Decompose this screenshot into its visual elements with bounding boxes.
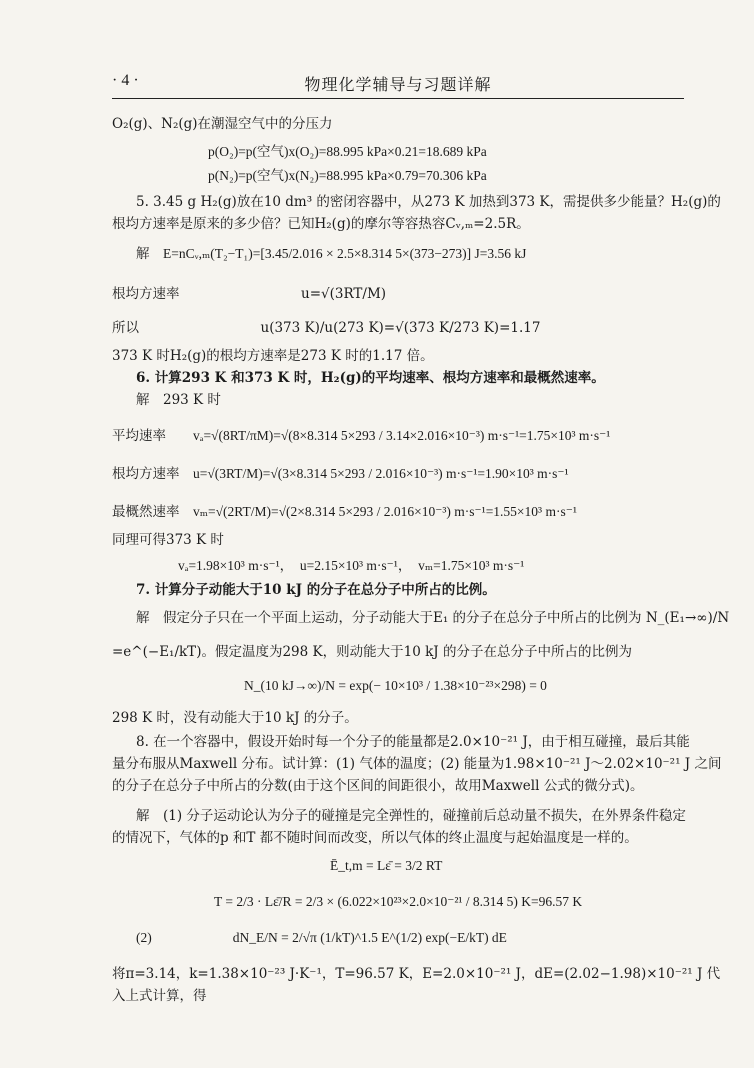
substitution-line-2: 入上式计算，得	[112, 988, 207, 1004]
most-probable-speed-calc: 最概然速率 vₘ=√(2RT/M)=√(2×8.314 5×293 / 2.016×10⁻³) m·s⁻¹=1.55×10³ m·s⁻¹	[112, 504, 577, 519]
solution-8-line-2: 的情况下，气体的p 和T 都不随时间而改变，所以气体的终止温度与起始温度是一样的。	[112, 830, 638, 846]
text-line: O₂(g)、N₂(g)在潮湿空气中的分压力	[112, 116, 333, 132]
formula-line: p(O₂)=p(空气)x(O₂)=88.995 kPa×0.21=18.689 kPa	[208, 144, 487, 159]
problem-5-line-2: 根均方速率是原来的多少倍？已知H₂(g)的摩尔等容热容Cᵥ,ₘ=2.5R。	[112, 216, 530, 232]
maxwell-distribution-formula: (2) dN_E/N = 2/√π (1/kT)^1.5 E^(1/2) exp(−E/kT) dE	[136, 930, 507, 945]
text-line: 298 K 时，没有动能大于10 kJ 的分子。	[112, 710, 358, 726]
text-line: 373 K 时H₂(g)的根均方速率是273 K 时的1.17 倍。	[112, 348, 434, 364]
solution-7-line-1: 解 假定分子只在一个平面上运动，分子动能大于E₁ 的分子在总分子中所占的比例为 N_(E₁→∞)/N	[136, 610, 730, 626]
page-header	[112, 72, 684, 99]
formula-line: p(N₂)=p(空气)x(N₂)=88.995 kPa×0.79=70.306 kPa	[208, 168, 487, 183]
page-number: · 4 ·	[112, 72, 139, 89]
text-line: 同理可得373 K 时	[112, 532, 224, 548]
rms-ratio-formula: 所以 u(373 K)/u(273 K)=√(373 K/273 K)=1.17	[112, 320, 541, 336]
problem-7-statement: 7. 计算分子动能大于10 kJ 的分子在总分子中所占的比例。	[136, 582, 496, 598]
fraction-formula: N_(10 kJ→∞)/N = exp(− 10×10³ / 1.38×10⁻²³×298) = 0	[244, 678, 547, 693]
substitution-line-1: 将π=3.14，k=1.38×10⁻²³ J·K⁻¹，T=96.57 K，E=2.0×10⁻²¹ J，dE=(2.02−1.98)×10⁻²¹ J 代	[112, 966, 721, 982]
problem-6-statement: 6. 计算293 K 和373 K 时，H₂(g)的平均速率、根均方速率和最概然速率。	[136, 370, 605, 386]
energy-temperature-formula: Ē_t,m = Lε̄ = 3/2 RT	[330, 858, 443, 873]
problem-8-line-2: 量分布服从Maxwell 分布。试计算：(1) 气体的温度；(2) 能量为1.98×10⁻²¹ J～2.02×10⁻²¹ J 之间	[112, 756, 722, 772]
solution-7-line-2: =e^(−E₁/kT)。假定温度为298 K，则动能大于10 kJ 的分子在总分子中所占的比例为	[112, 644, 632, 660]
problem-5-line-1: 5. 3.45 g H₂(g)放在10 dm³ 的密闭容器中，从273 K 加热到373 K，需提供多少能量？H₂(g)的	[136, 194, 721, 210]
rms-speed-formula: 根均方速率 u=√(3RT/M)	[112, 286, 387, 302]
speeds-373k: vₐ=1.98×10³ m·s⁻¹， u=2.15×10³ m·s⁻¹， vₘ=1.75×10³ m·s⁻¹	[178, 558, 525, 573]
problem-8-line-3: 的分子在总分子中所占的分数(由于这个区间的间距很小，故用Maxwell 公式的微分式)。	[112, 778, 644, 794]
problem-8-line-1: 8. 在一个容器中，假设开始时每一个分子的能量都是2.0×10⁻²¹ J，由于相互碰撞，最后其能	[136, 734, 690, 750]
solution-6-intro: 解 293 K 时	[136, 392, 221, 408]
mean-speed-formula: 平均速率 vₐ=√(8RT/πM)=√(8×8.314 5×293 / 3.14×2.016×10⁻³) m·s⁻¹=1.75×10³ m·s⁻¹	[112, 428, 611, 443]
running-title: 物理化学辅导与习题详解	[304, 75, 492, 94]
solution-5-energy: 解 E=nCᵥ,ₘ(T₂−T₁)=[3.45/2.016 × 2.5×8.314 5×(373−273)] J=3.56 kJ	[136, 246, 527, 261]
solution-8-line-1: 解 (1) 分子运动论认为分子的碰撞是完全弹性的，碰撞前后总动量不损失，在外界条件稳定	[136, 808, 686, 824]
temperature-calc: T = 2/3 · Lε̄/R = 2/3 × (6.022×10²³×2.0×10⁻²¹ / 8.314 5) K=96.57 K	[214, 894, 583, 909]
rms-speed-calc: 根均方速率 u=√(3RT/M)=√(3×8.314 5×293 / 2.016×10⁻³) m·s⁻¹=1.90×10³ m·s⁻¹	[112, 466, 569, 481]
